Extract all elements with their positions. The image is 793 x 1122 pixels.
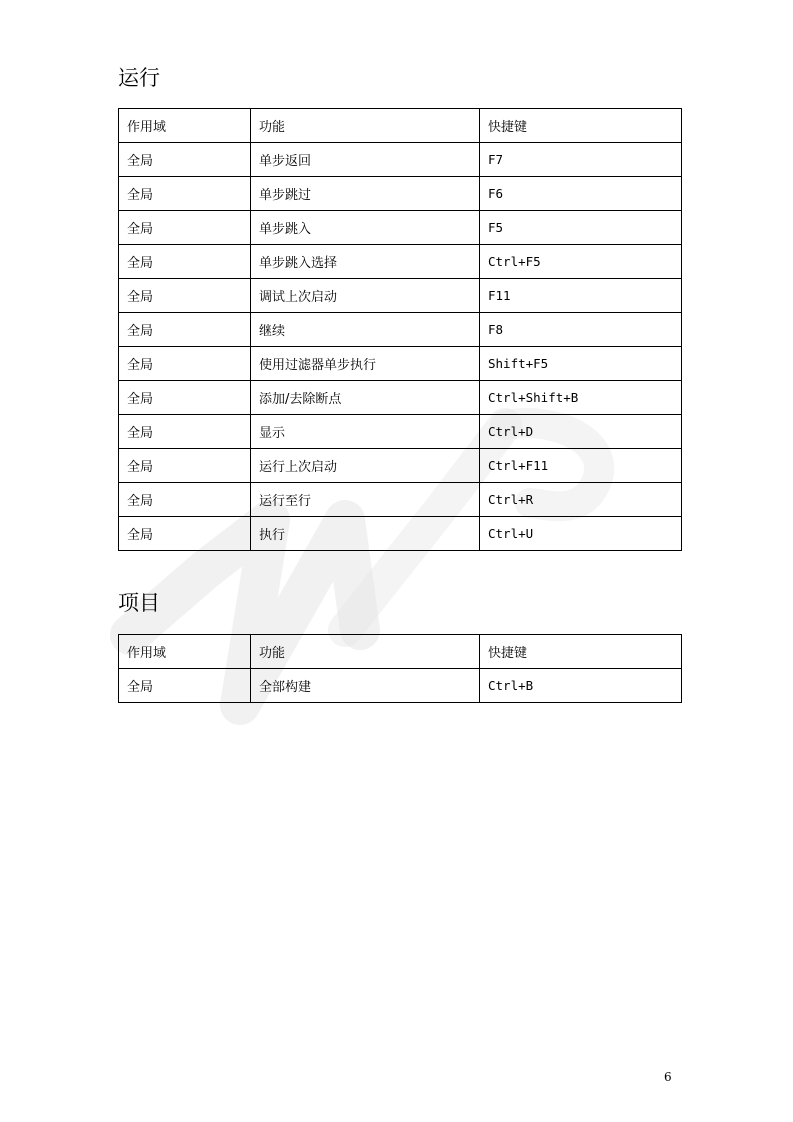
cell-function: 使用过滤器单步执行 — [251, 347, 480, 381]
cell-function: 调试上次启动 — [251, 279, 480, 313]
cell-shortcut: F11 — [480, 279, 682, 313]
cell-scope: 全局 — [119, 211, 251, 245]
cell-scope: 全局 — [119, 245, 251, 279]
page-number: 6 — [664, 1070, 672, 1084]
cell-scope: 全局 — [119, 279, 251, 313]
cell-scope: 全局 — [119, 381, 251, 415]
cell-scope: 全局 — [119, 143, 251, 177]
header-function: 功能 — [251, 109, 480, 143]
header-function: 功能 — [251, 635, 480, 669]
table-row — [119, 279, 682, 313]
table-row — [119, 415, 682, 449]
cell-shortcut: Shift+F5 — [480, 347, 682, 381]
cell-function: 运行上次启动 — [251, 449, 480, 483]
shortcut-table-project — [118, 634, 682, 703]
cell-shortcut: Ctrl+B — [480, 669, 682, 703]
cell-function: 单步跳入选择 — [251, 245, 480, 279]
cell-scope: 全局 — [119, 347, 251, 381]
cell-function: 全部构建 — [251, 669, 480, 703]
table-row — [119, 143, 682, 177]
table-row — [119, 245, 682, 279]
table-row — [119, 483, 682, 517]
table-row — [119, 347, 682, 381]
cell-shortcut: Ctrl+Shift+B — [480, 381, 682, 415]
section-title-run: 运行 — [118, 66, 160, 90]
cell-shortcut: Ctrl+R — [480, 483, 682, 517]
header-scope: 作用域 — [119, 635, 251, 669]
cell-scope: 全局 — [119, 415, 251, 449]
cell-shortcut: F8 — [480, 313, 682, 347]
header-shortcut: 快捷键 — [480, 109, 682, 143]
section-title-project: 项目 — [118, 591, 160, 615]
cell-function: 运行至行 — [251, 483, 480, 517]
shortcut-table-run — [118, 108, 682, 551]
cell-scope: 全局 — [119, 449, 251, 483]
table-row — [119, 211, 682, 245]
table-row — [119, 517, 682, 551]
cell-shortcut: Ctrl+D — [480, 415, 682, 449]
cell-shortcut: F5 — [480, 211, 682, 245]
cell-function: 执行 — [251, 517, 480, 551]
cell-shortcut: Ctrl+U — [480, 517, 682, 551]
table-header-row — [119, 635, 682, 669]
table-row — [119, 313, 682, 347]
table-row — [119, 381, 682, 415]
cell-function: 单步跳入 — [251, 211, 480, 245]
cell-shortcut: Ctrl+F5 — [480, 245, 682, 279]
cell-function: 继续 — [251, 313, 480, 347]
header-shortcut: 快捷键 — [480, 635, 682, 669]
cell-scope: 全局 — [119, 483, 251, 517]
header-scope: 作用域 — [119, 109, 251, 143]
cell-function: 添加/去除断点 — [251, 381, 480, 415]
table-row — [119, 669, 682, 703]
cell-scope: 全局 — [119, 517, 251, 551]
cell-shortcut: Ctrl+F11 — [480, 449, 682, 483]
cell-scope: 全局 — [119, 313, 251, 347]
cell-shortcut: F6 — [480, 177, 682, 211]
cell-function: 单步跳过 — [251, 177, 480, 211]
table-row — [119, 449, 682, 483]
cell-scope: 全局 — [119, 177, 251, 211]
table-header-row — [119, 109, 682, 143]
cell-scope: 全局 — [119, 669, 251, 703]
cell-shortcut: F7 — [480, 143, 682, 177]
cell-function: 单步返回 — [251, 143, 480, 177]
table-row — [119, 177, 682, 211]
cell-function: 显示 — [251, 415, 480, 449]
